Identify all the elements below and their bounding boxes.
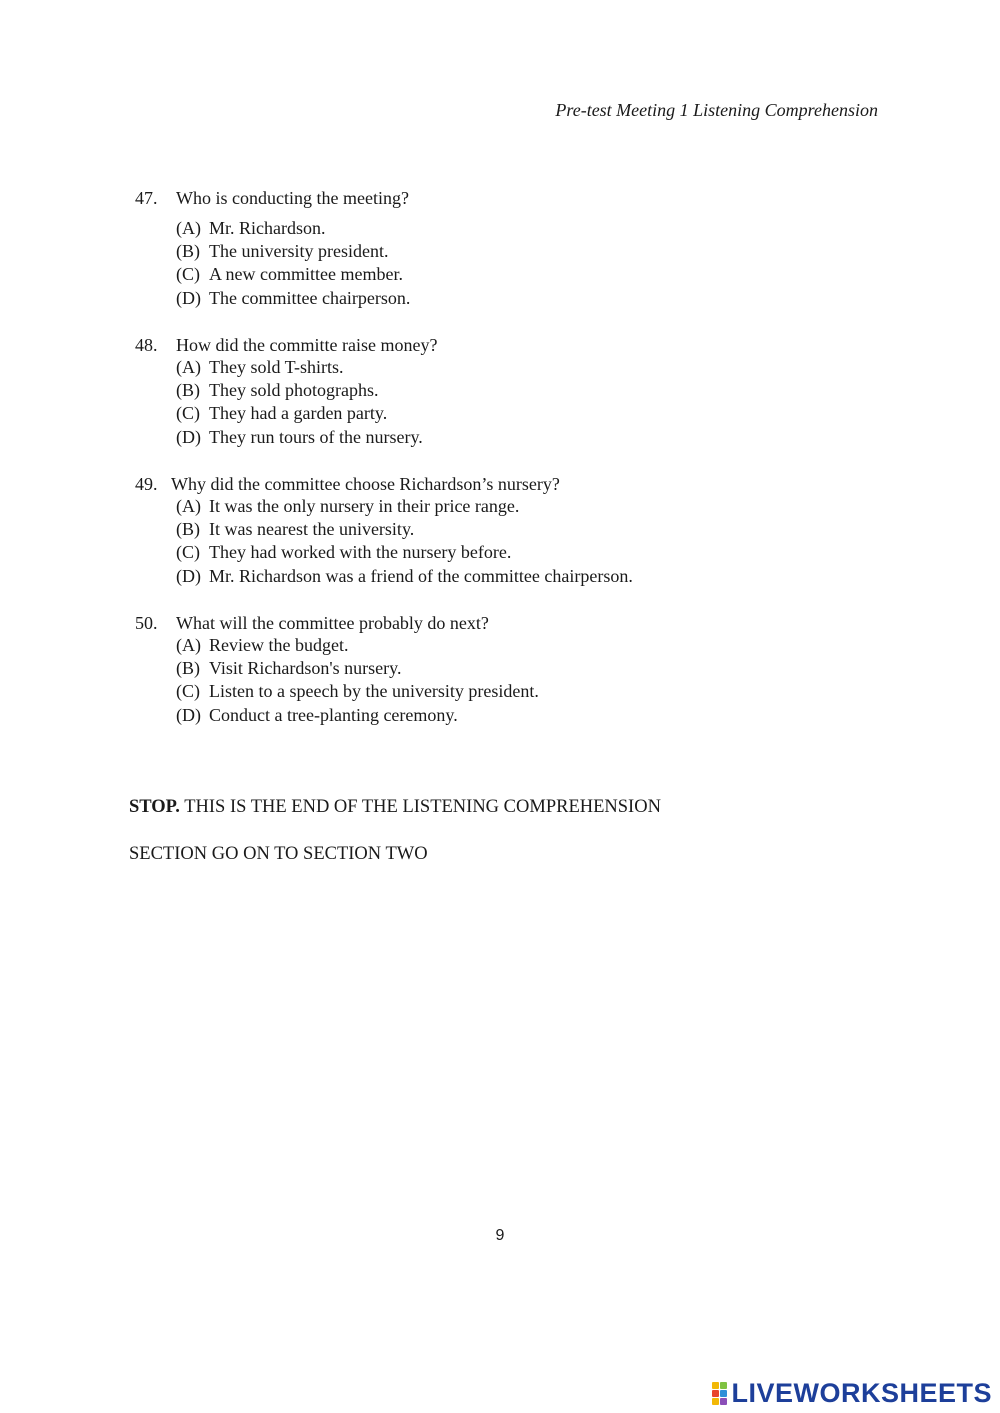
question-text: How did the committe raise money?: [176, 335, 438, 355]
stop-line-1: THIS IS THE END OF THE LISTENING COMPREHENSION: [184, 797, 661, 817]
option-d[interactable]: (D) Mr. Richardson was a friend of the committee chairperson.: [176, 565, 633, 586]
stop-line-2: SECTION GO ON TO SECTION TWO: [129, 844, 428, 864]
logo-grid-icon: [712, 1382, 727, 1405]
option-d[interactable]: (D) Conduct a tree-planting ceremony.: [176, 704, 458, 725]
option-b[interactable]: (B) They sold photographs.: [176, 380, 379, 401]
brand-name: LIVEWORKSHEETS: [731, 1378, 992, 1408]
option-a[interactable]: (A) They sold T-shirts.: [176, 357, 344, 377]
stop-notice-line-2: [129, 844, 428, 865]
option-d[interactable]: (D) The committee chairperson.: [176, 287, 411, 308]
question-number: 47.: [135, 188, 158, 208]
option-a[interactable]: (A) Mr. Richardson.: [176, 218, 326, 238]
question-number: 49.: [135, 474, 158, 494]
option-c[interactable]: (C) They had a garden party.: [176, 403, 388, 424]
option-b[interactable]: (B) The university president.: [176, 241, 389, 262]
stop-label: STOP.: [129, 797, 180, 817]
option-a[interactable]: (A) It was the only nursery in their price range.: [176, 496, 520, 516]
option-c[interactable]: (C) A new committee member.: [176, 264, 403, 285]
liveworksheets-logo: [712, 1378, 992, 1409]
question-48: [135, 334, 437, 449]
question-text: Who is conducting the meeting?: [176, 188, 409, 208]
option-a[interactable]: (A) Review the budget.: [176, 635, 349, 655]
question-number: 50.: [135, 613, 158, 633]
stop-notice: [129, 797, 661, 818]
option-b[interactable]: (B) It was nearest the university.: [176, 519, 415, 540]
question-number: 48.: [135, 335, 158, 355]
question-text: What will the committee probably do next?: [176, 613, 489, 633]
page-header: Pre-test Meeting 1 Listening Comprehension: [555, 100, 878, 120]
option-b[interactable]: (B) Visit Richardson's nursery.: [176, 658, 402, 679]
question-50: [135, 612, 539, 727]
option-d[interactable]: (D) They run tours of the nursery.: [176, 426, 423, 447]
option-c[interactable]: (C) Listen to a speech by the university president.: [176, 681, 539, 702]
question-text: Why did the committee choose Richardson’s nursery?: [171, 474, 560, 494]
page-number: 9: [495, 1227, 505, 1244]
question-49: [135, 473, 633, 588]
question-47: [135, 187, 410, 310]
option-c[interactable]: (C) They had worked with the nursery before.: [176, 542, 512, 563]
